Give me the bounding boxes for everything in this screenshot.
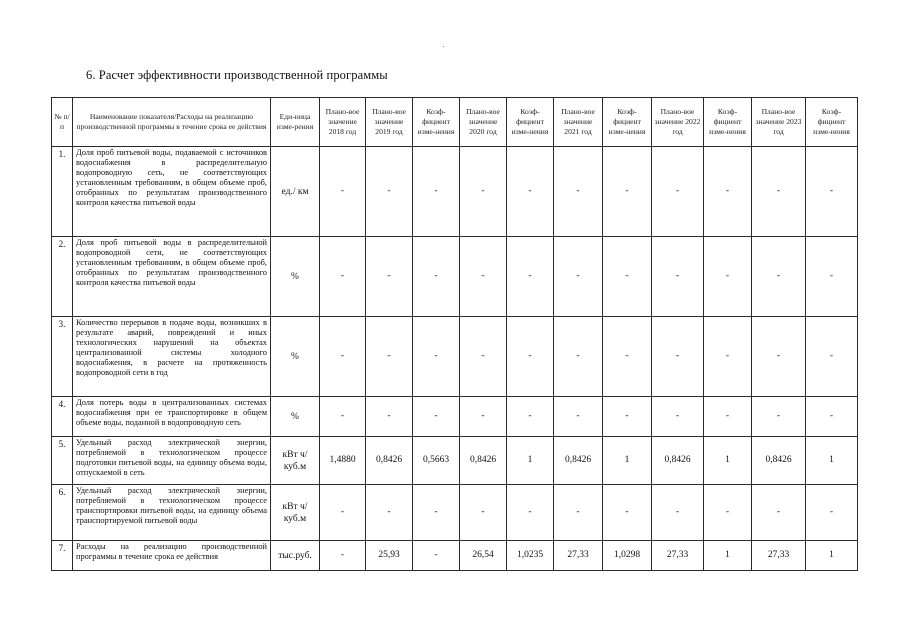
value-cell: - (554, 237, 603, 317)
value-cell: - (413, 485, 460, 541)
value-cell: 1 (806, 541, 858, 571)
value-cell: 0,8426 (652, 437, 704, 485)
scan-speck (443, 46, 444, 47)
row-number: 5. (52, 437, 73, 485)
value-cell: - (554, 397, 603, 437)
efficiency-table (51, 97, 858, 571)
value-cell: - (320, 485, 366, 541)
value-cell: - (603, 485, 652, 541)
header-cell: Еди-ница изме-рения (271, 98, 320, 147)
value-cell: - (603, 147, 652, 237)
indicator-name: Доля проб питьевой воды, подаваемой с источников водоснабжения в распределительную водопроводную сеть, не соответствующих установленным требованиям, в общем объеме проб, отобранных по результатам производственного контроля качества питьевой воды (73, 147, 271, 237)
value-cell: - (366, 485, 413, 541)
value-cell: - (652, 317, 704, 397)
value-cell: - (507, 237, 554, 317)
value-cell: 1,0298 (603, 541, 652, 571)
value-cell: - (752, 147, 806, 237)
unit-cell: ед./ км (271, 147, 320, 237)
table-row (52, 237, 858, 317)
value-cell: - (652, 397, 704, 437)
value-cell: 0,8426 (554, 437, 603, 485)
unit-cell: % (271, 317, 320, 397)
value-cell: 27,33 (752, 541, 806, 571)
value-cell: - (752, 397, 806, 437)
value-cell: - (704, 317, 752, 397)
row-number: 4. (52, 397, 73, 437)
value-cell: - (507, 317, 554, 397)
header-cell: Плано-вое значение 2020 год (460, 98, 507, 147)
table-body (52, 147, 858, 571)
value-cell: 1 (704, 541, 752, 571)
value-cell: - (554, 147, 603, 237)
value-cell: 1 (507, 437, 554, 485)
value-cell: 1,4880 (320, 437, 366, 485)
unit-cell: % (271, 237, 320, 317)
value-cell: - (652, 485, 704, 541)
indicator-name: Расходы на реализацию производственной программы в течение срока ее действия (73, 541, 271, 571)
value-cell: - (704, 237, 752, 317)
value-cell: 1,0235 (507, 541, 554, 571)
indicator-name: Удельный расход электрической энергии, потребляемой в технологическом процессе подготовки питьевой воды, на единицу объема воды, отпускаемой в сеть (73, 437, 271, 485)
value-cell: - (507, 147, 554, 237)
value-cell: 0,8426 (460, 437, 507, 485)
value-cell: - (320, 317, 366, 397)
value-cell: - (366, 397, 413, 437)
value-cell: 0,8426 (752, 437, 806, 485)
unit-cell: % (271, 397, 320, 437)
value-cell: - (554, 485, 603, 541)
value-cell: 1 (806, 437, 858, 485)
value-cell: - (320, 397, 366, 437)
section-title: 6. Расчет эффективности производственной программы (86, 68, 388, 82)
header-cell: Наименование показателя/Расходы на реализацию производственной программы в течение срока ее действия (73, 98, 271, 147)
value-cell: - (320, 237, 366, 317)
table-row (52, 397, 858, 437)
value-cell: - (366, 147, 413, 237)
header-cell: Коэф-фициент изме-нения (507, 98, 554, 147)
table-row (52, 317, 858, 397)
value-cell: - (366, 237, 413, 317)
value-cell: - (806, 485, 858, 541)
header-cell: Плано-вое значение 2019 год (366, 98, 413, 147)
value-cell: 26,54 (460, 541, 507, 571)
value-cell: - (507, 397, 554, 437)
value-cell: 25,93 (366, 541, 413, 571)
value-cell: - (652, 147, 704, 237)
header-cell: Плано-вое значение 2021 год (554, 98, 603, 147)
value-cell: - (806, 237, 858, 317)
row-number: 1. (52, 147, 73, 237)
value-cell: - (603, 237, 652, 317)
table-row (52, 147, 858, 237)
value-cell: - (603, 317, 652, 397)
value-cell: 1 (603, 437, 652, 485)
table-row (52, 437, 858, 485)
value-cell: - (752, 317, 806, 397)
header-cell: Коэф-фициент изме-нения (603, 98, 652, 147)
value-cell: 27,33 (652, 541, 704, 571)
row-number: 3. (52, 317, 73, 397)
value-cell: - (320, 147, 366, 237)
value-cell: - (460, 485, 507, 541)
value-cell: - (413, 397, 460, 437)
value-cell: - (460, 147, 507, 237)
row-number: 2. (52, 237, 73, 317)
value-cell: - (366, 317, 413, 397)
header-row (52, 98, 858, 147)
value-cell: - (704, 147, 752, 237)
value-cell: - (806, 317, 858, 397)
value-cell: - (806, 397, 858, 437)
table-row (52, 485, 858, 541)
value-cell: - (507, 485, 554, 541)
value-cell: - (704, 485, 752, 541)
value-cell: - (413, 237, 460, 317)
header-cell: Коэф-фициент изме-нения (413, 98, 460, 147)
value-cell: - (806, 147, 858, 237)
header-cell: Коэф-фициент изме-нения (806, 98, 858, 147)
value-cell: 0,5663 (413, 437, 460, 485)
value-cell: 0,8426 (366, 437, 413, 485)
indicator-name: Удельный расход электрической энергии, потребляемой в технологическом процессе транспортировки питьевой воды, на единицу объема транспортируемой питьевой воды (73, 485, 271, 541)
value-cell: - (413, 541, 460, 571)
indicator-name: Доля проб питьевой воды в распределительной водопроводной сети, не соответствующих установленным требованиям, в общем объеме проб, отобранных по результатам производственного контроля качества питьевой воды (73, 237, 271, 317)
header-cell: № п/п (52, 98, 73, 147)
unit-cell: кВт ч/куб.м (271, 485, 320, 541)
value-cell: - (752, 237, 806, 317)
value-cell: - (460, 317, 507, 397)
value-cell: - (652, 237, 704, 317)
header-cell: Коэф-фициент изме-нения (704, 98, 752, 147)
unit-cell: кВт ч/куб.м (271, 437, 320, 485)
value-cell: - (554, 317, 603, 397)
value-cell: 27,33 (554, 541, 603, 571)
value-cell: - (320, 541, 366, 571)
unit-cell: тыс.руб. (271, 541, 320, 571)
table-row (52, 541, 858, 571)
value-cell: - (413, 147, 460, 237)
value-cell: - (752, 485, 806, 541)
row-number: 6. (52, 485, 73, 541)
header-cell: Плано-вое значение 2018 год (320, 98, 366, 147)
header-cell: Плано-вое значение 2022 год (652, 98, 704, 147)
value-cell: - (460, 397, 507, 437)
indicator-name: Доля потерь воды в централизованных системах водоснабжения при ее транспортировке в общем объеме воды, поданной в водопроводную сеть (73, 397, 271, 437)
value-cell: - (603, 397, 652, 437)
indicator-name: Количество перерывов в подаче воды, возникших в результате аварий, повреждений и иных технологических нарушений на объектах централизованной системы холодного водоснабжения, в расчете на протяженность водопроводной сети в год (73, 317, 271, 397)
value-cell: - (460, 237, 507, 317)
value-cell: - (413, 317, 460, 397)
header-cell: Плано-вое значение 2023 год (752, 98, 806, 147)
value-cell: 1 (704, 437, 752, 485)
row-number: 7. (52, 541, 73, 571)
value-cell: - (704, 397, 752, 437)
